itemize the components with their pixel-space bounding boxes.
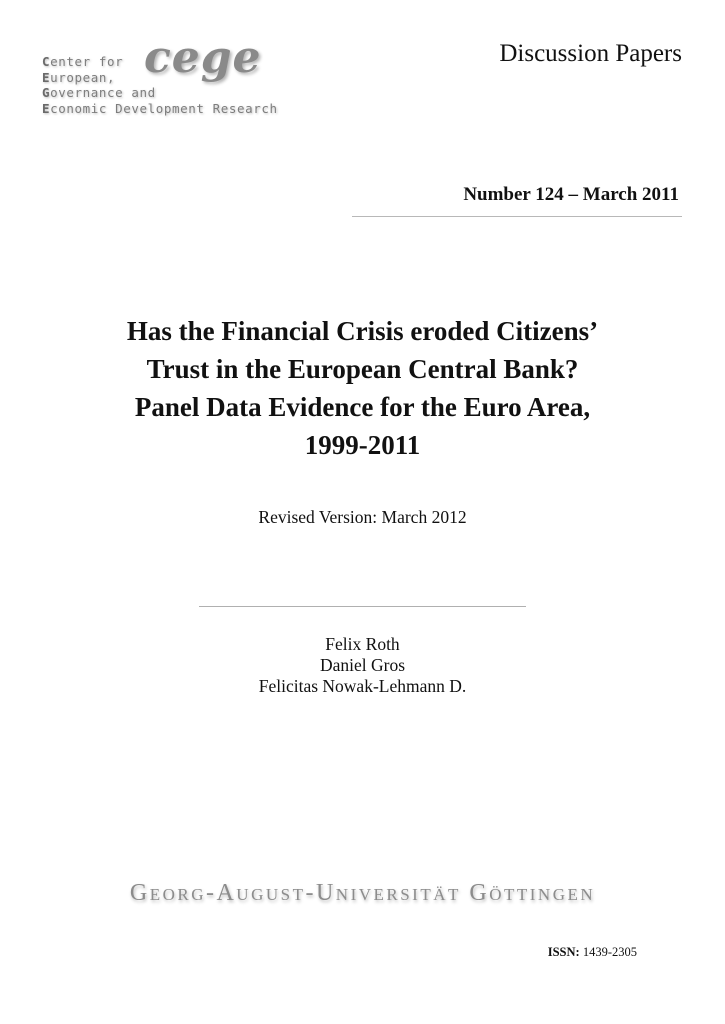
author-name: Felicitas Nowak-Lehmann D. (258, 676, 467, 696)
title-line: Has the Financial Crisis eroded Citizens’ (126, 316, 599, 346)
cege-logo (40, 32, 300, 128)
title-line: Trust in the European Central Bank? (146, 354, 579, 384)
logo-line-initial: G (42, 85, 51, 100)
revised-version: Revised Version: March 2012 (258, 507, 467, 527)
paper-number: Number 124 – March 2011 (463, 184, 679, 205)
title-line: Panel Data Evidence for the Euro Area, (134, 392, 591, 422)
series-title: Discussion Papers (499, 40, 682, 67)
issn (548, 945, 637, 960)
logo-line (42, 85, 278, 101)
issn-value: 1439-2305 (582, 945, 637, 959)
author-name: Daniel Gros (319, 655, 406, 675)
header-divider (352, 216, 682, 217)
logo-line (42, 70, 278, 86)
logo-line (42, 101, 278, 117)
logo-line-rest: uropean, (50, 69, 116, 85)
logo-line-rest: conomic Development Research (50, 100, 278, 116)
issn-label: ISSN: (547, 945, 580, 959)
cege-logo-text (42, 54, 278, 116)
logo-line (42, 54, 278, 70)
logo-line-initial: E (42, 69, 51, 85)
author-list (0, 634, 725, 697)
cege-logo-word: cege (144, 32, 262, 83)
author-divider (199, 606, 526, 607)
title-line: 1999-2011 (304, 430, 421, 460)
logo-line-initial: C (42, 54, 51, 69)
university-name: Georg-August-Universität Göttingen (129, 880, 596, 906)
author-name: Felix Roth (325, 634, 400, 654)
paper-title (60, 312, 665, 464)
logo-line-rest: overnance and (50, 85, 156, 100)
logo-line-rest: enter for (50, 54, 124, 69)
logo-line-initial: E (42, 100, 51, 116)
